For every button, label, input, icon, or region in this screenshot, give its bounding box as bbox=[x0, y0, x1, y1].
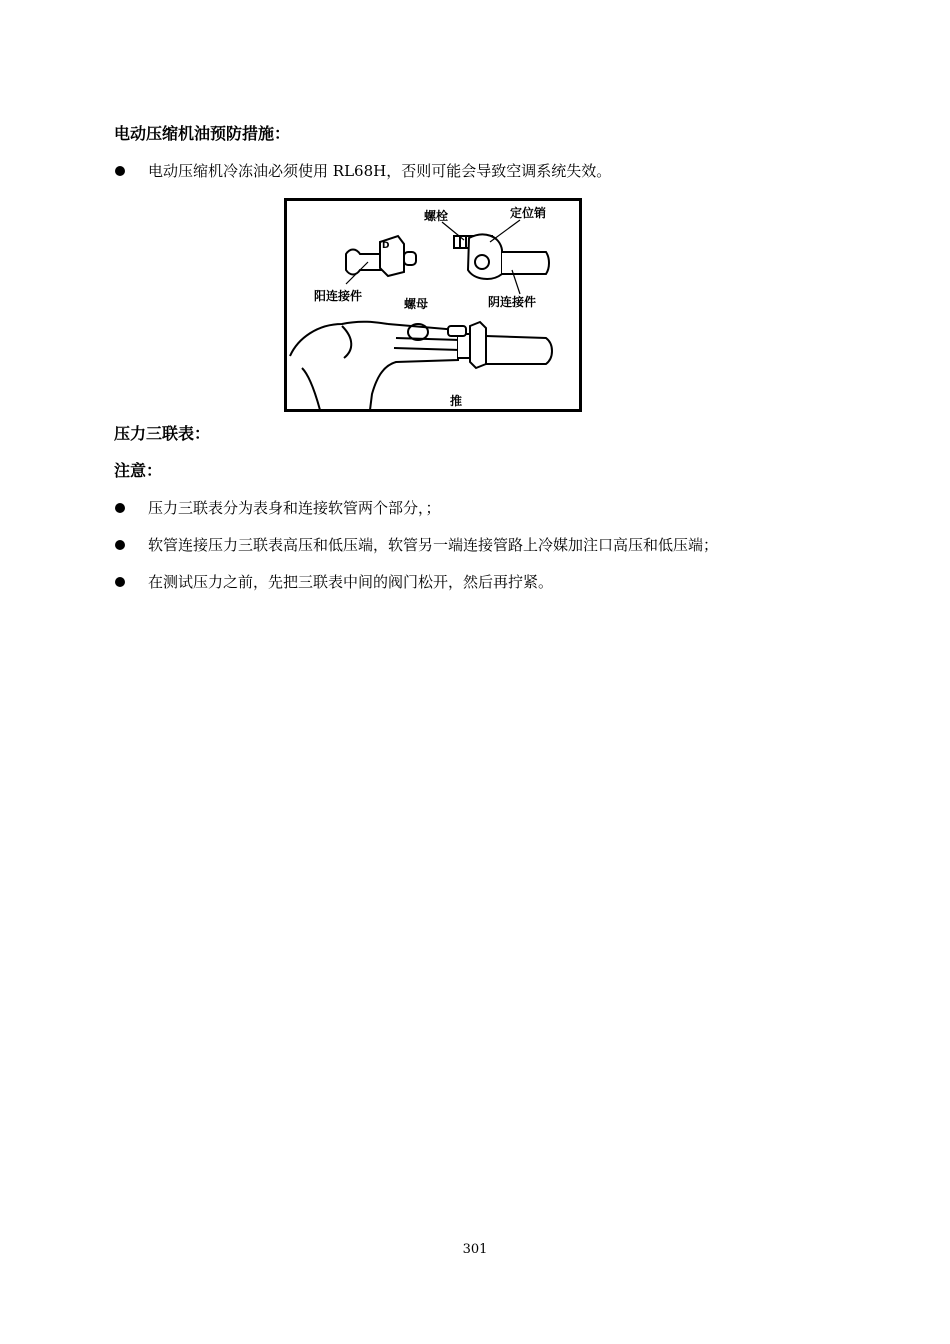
note-heading: 注意： bbox=[114, 461, 163, 480]
bullet-icon bbox=[115, 577, 125, 587]
bullet-icon bbox=[115, 503, 125, 513]
bullet-icon bbox=[115, 166, 125, 176]
label-male-connector: 阳连接件 bbox=[314, 289, 363, 303]
list-item-text: 在测试压力之前，先把三联表中间的阀门松开，然后再拧紧。 bbox=[148, 573, 554, 591]
section-heading-pressure-gauge: 压力三联表： bbox=[114, 424, 211, 443]
label-bolt: 螺栓 bbox=[424, 209, 449, 223]
section-heading-compressor-oil: 电动压缩机油预防措施： bbox=[114, 124, 291, 143]
list-item-text: 电动压缩机冷冻油必须使用 RL68H，否则可能会导致空调系统失效。 bbox=[148, 162, 612, 180]
list-item-text: 软管连接压力三联表高压和低压端，软管另一端连接管路上冷媒加注口高压和低压端； bbox=[148, 536, 719, 554]
label-locating-pin: 定位销 bbox=[510, 206, 547, 220]
male-connector-d-mark: D bbox=[382, 241, 390, 251]
list-item-text: 压力三联表分为表身和连接软管两个部分，； bbox=[148, 499, 441, 517]
label-push: 推 bbox=[450, 394, 463, 408]
label-nut: 螺母 bbox=[404, 297, 429, 311]
label-female-connector: 阴连接件 bbox=[488, 295, 537, 309]
bullet-icon bbox=[115, 540, 125, 550]
connector-diagram bbox=[284, 198, 582, 412]
page-number: 301 bbox=[462, 1242, 488, 1257]
diagram-frame bbox=[286, 200, 581, 411]
